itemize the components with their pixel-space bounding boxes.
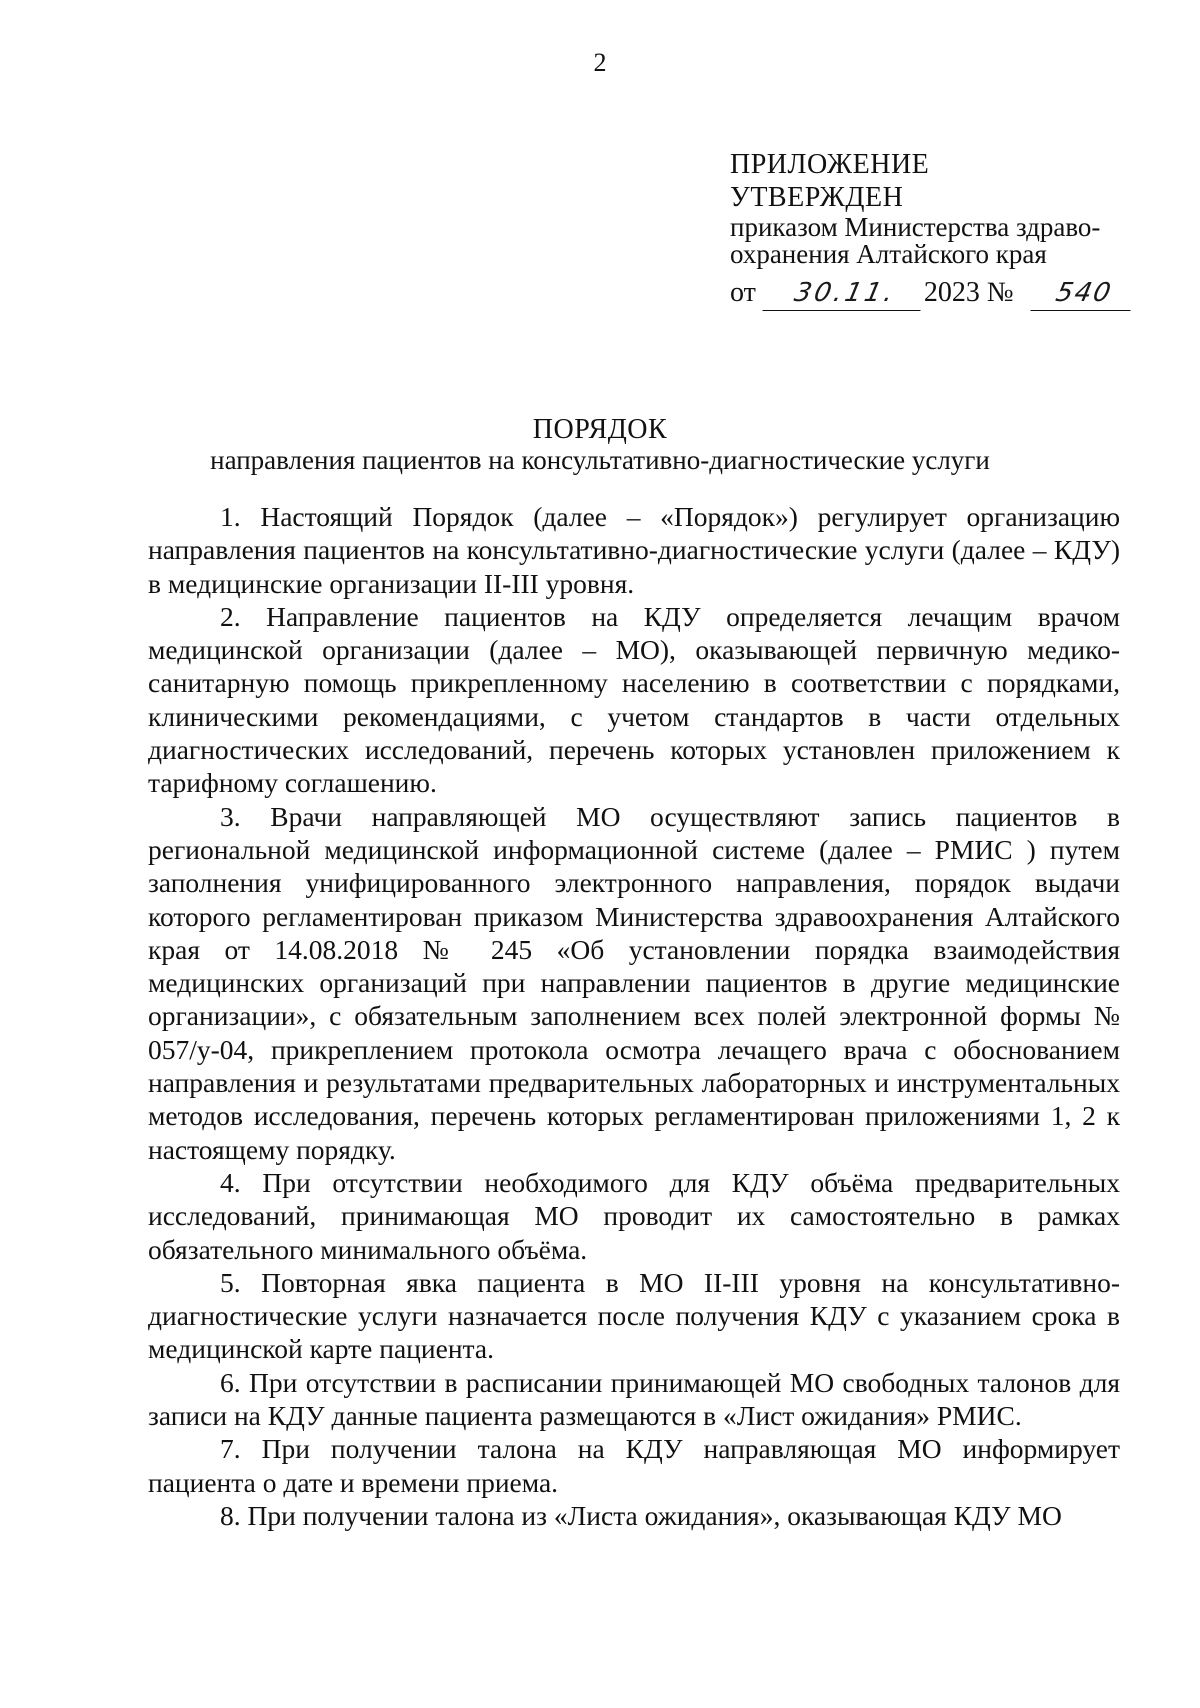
document-body (148, 500, 1120, 1532)
approval-date-line (730, 276, 1134, 311)
approval-order-line2: охранения Алтайского края (730, 239, 1047, 269)
approval-heading: ПРИЛОЖЕНИЕ (730, 149, 930, 180)
date-prefix: от (730, 277, 756, 308)
paragraph-2: 2. Направление пациентов на КДУ определяется лечащим врачом медицинской организации (далее – МО), оказывающей первичную медико-санитарную помощь прикрепленному населению в соответствии с порядками, клиническими рекомендациями, с учетом стандартов в части отдельных диагностических исследований, перечень которых установлен приложением к тарифному соглашению. (148, 600, 1120, 799)
document-subtitle: направления пациентов на консультативно-диагностические услуги (210, 445, 990, 475)
approval-block (730, 148, 1134, 311)
document-title: ПОРЯДОК (532, 414, 668, 445)
paragraph-6: 6. При отсутствии в расписании принимающей МО свободных талонов для записи на КДУ данные пациента размещаются в «Лист ожидания» РМИС. (148, 1366, 1120, 1432)
approval-order-line1: приказом Министерства здраво- (730, 212, 1101, 242)
paragraph-3: 3. Врачи направляющей МО осуществляют запись пациентов в региональной медицинской информационной системе (далее – РМИС ) путем заполнения унифицированного электронного направления, порядок выдачи которого регламентирован приказом Министерства здравоохранения Алтайского края от 14.08.2018 № 245 «Об установлении порядка взаимодействия медицинских организаций при направлении пациентов в другие медицинские организации», с обязательным заполнением всех полей электронной формы № 057/у-04, прикреплением протокола осмотра лечащего врача с обоснованием направления и результатами предварительных лабораторных и инструментальных методов исследования, перечень которых регламентирован приложениями 1, 2 к настоящему порядку. (148, 800, 1120, 1165)
paragraph-5: 5. Повторная явка пациента в МО II-III уровня на консультативно-диагностические услуги назначается после получения КДУ с указанием срока в медицинской карте пациента. (148, 1266, 1120, 1365)
year-and-number-label: 2023 № (923, 277, 1014, 308)
paragraph-8: 8. При получении талона из «Листа ожидания», оказывающая КДУ МО (220, 1499, 1062, 1531)
page-number: 2 (593, 48, 607, 77)
paragraph-7: 7. При получении талона на КДУ направляющая МО информирует пациента о дате и времени приема. (148, 1433, 1120, 1498)
paragraph-4: 4. При отсутствии необходимого для КДУ объёма предварительных исследований, принимающая МО проводит их самостоятельно в рамках обязательного минимального объёма. (148, 1166, 1120, 1265)
handwritten-date: 30.11. (762, 277, 927, 311)
approval-status: УТВЕРЖДЕН (730, 182, 904, 213)
paragraph-1: 1. Настоящий Порядок (далее – «Порядок») регулирует организацию направления пациентов на консультативно-диагностические услуги (далее – КДУ) в медицинские организации II-III уровня. (148, 501, 1120, 599)
handwritten-number: 540 (1030, 277, 1137, 311)
